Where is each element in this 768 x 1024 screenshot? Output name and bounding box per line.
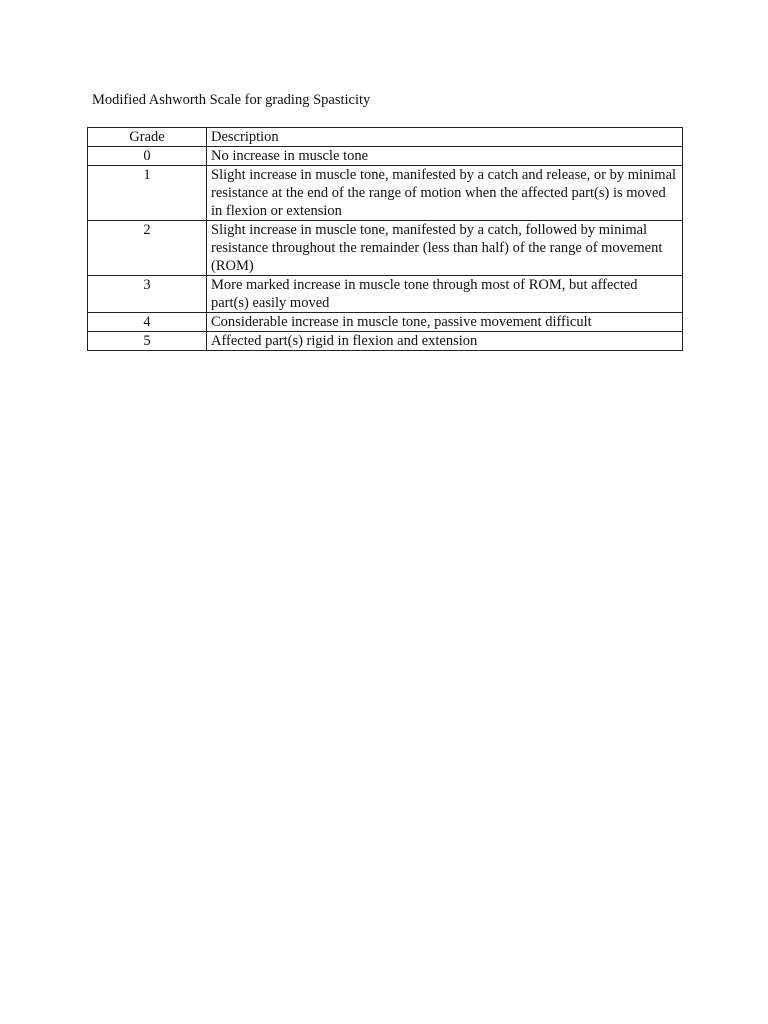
grade-cell: 3 [88,276,207,313]
grade-cell: 0 [88,147,207,166]
grade-cell: 1 [88,166,207,221]
table-row [88,332,683,351]
table-row [88,276,683,313]
header-grade: Grade [88,128,207,147]
table-row [88,166,683,221]
ashworth-scale-table [87,127,683,351]
description-cell: More marked increase in muscle tone through most of ROM, but affected part(s) easily moved [207,276,683,313]
table-row [88,147,683,166]
description-cell: Affected part(s) rigid in flexion and extension [207,332,683,351]
grade-cell: 2 [88,221,207,276]
table-row [88,221,683,276]
description-cell: Considerable increase in muscle tone, passive movement difficult [207,313,683,332]
description-cell: No increase in muscle tone [207,147,683,166]
grade-cell: 4 [88,313,207,332]
table-header-row [88,128,683,147]
table-row [88,313,683,332]
grade-cell: 5 [88,332,207,351]
description-cell: Slight increase in muscle tone, manifested by a catch and release, or by minimal resistance at the end of the range of motion when the affected part(s) is moved in flexion or extension [207,166,683,221]
page-title: Modified Ashworth Scale for grading Spasticity [92,92,371,108]
description-cell: Slight increase in muscle tone, manifested by a catch, followed by minimal resistance throughout the remainder (less than half) of the range of movement (ROM) [207,221,683,276]
header-description: Description [207,128,683,147]
